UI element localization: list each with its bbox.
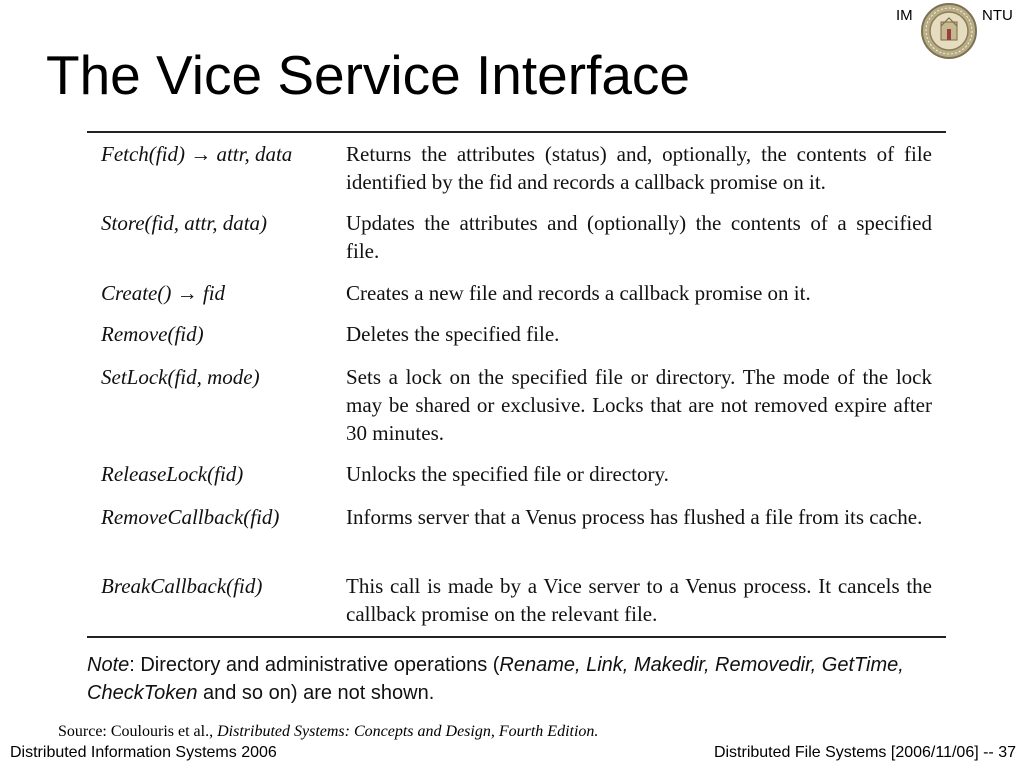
operation-removecallback: RemoveCallback(fid) <box>101 505 280 529</box>
operation-breakcallback: BreakCallback(fid) <box>101 574 263 598</box>
header-im-label: IM <box>896 7 913 24</box>
slide-title: The Vice Service Interface <box>46 44 691 106</box>
description-create: Creates a new file and records a callback promise on it. <box>346 281 811 305</box>
note-operations: Rename, Link, Makedir, Removedir, GetTime, CheckToken <box>87 654 904 704</box>
operation-remove: Remove(fid) <box>101 322 204 346</box>
university-seal-logo <box>920 2 978 60</box>
description-breakcallback: This call is made by a Vice server to a Venus process. It cancels the callback promise on the relevant file. <box>346 574 932 626</box>
table-top-rule <box>87 131 946 133</box>
description-fetch <box>346 140 932 196</box>
footer-slide-info: Distributed File Systems [2006/11/06] -- 37 <box>713 744 1016 761</box>
source-prefix: Source: Coulouris et al., <box>58 723 218 740</box>
description-store: Updates the attributes and (optionally) the contents of a specified file. <box>346 211 932 263</box>
operation-releaselock: ReleaseLock(fid) <box>101 462 244 486</box>
header-ntu-label: NTU <box>982 7 1013 24</box>
note-tail: and so on) are not shown. <box>197 682 435 704</box>
operation-setlock: SetLock(fid, mode) <box>101 365 260 389</box>
description-releaselock: Unlocks the specified file or directory. <box>346 462 669 486</box>
description-fetch-text: Returns the attributes (status) and, optionally, the contents of file identified by the fid and records a callback promise on it. <box>346 142 932 194</box>
description-removecallback: Informs server that a Venus process has flushed a file from its cache. <box>346 505 923 529</box>
note-lead: : Directory and administrative operations ( <box>129 654 500 676</box>
operation-fetch: Fetch(fid) → attr, data <box>101 142 293 166</box>
description-remove: Deletes the specified file. <box>346 322 560 346</box>
footer-course-title: Distributed Information Systems 2006 <box>10 744 277 761</box>
operation-create: Create() → fid <box>101 281 226 305</box>
note-label: Note <box>87 654 130 676</box>
source-citation <box>58 723 598 741</box>
table-bottom-rule <box>87 636 946 638</box>
source-book-title: Distributed Systems: Concepts and Design, Fourth Edition. <box>217 723 599 740</box>
operation-store: Store(fid, attr, data) <box>101 211 268 235</box>
description-setlock: Sets a lock on the specified file or directory. The mode of the lock may be shared or exclusive. Locks that are not removed expire after 30 minutes. <box>346 365 932 445</box>
note-text <box>87 651 947 707</box>
